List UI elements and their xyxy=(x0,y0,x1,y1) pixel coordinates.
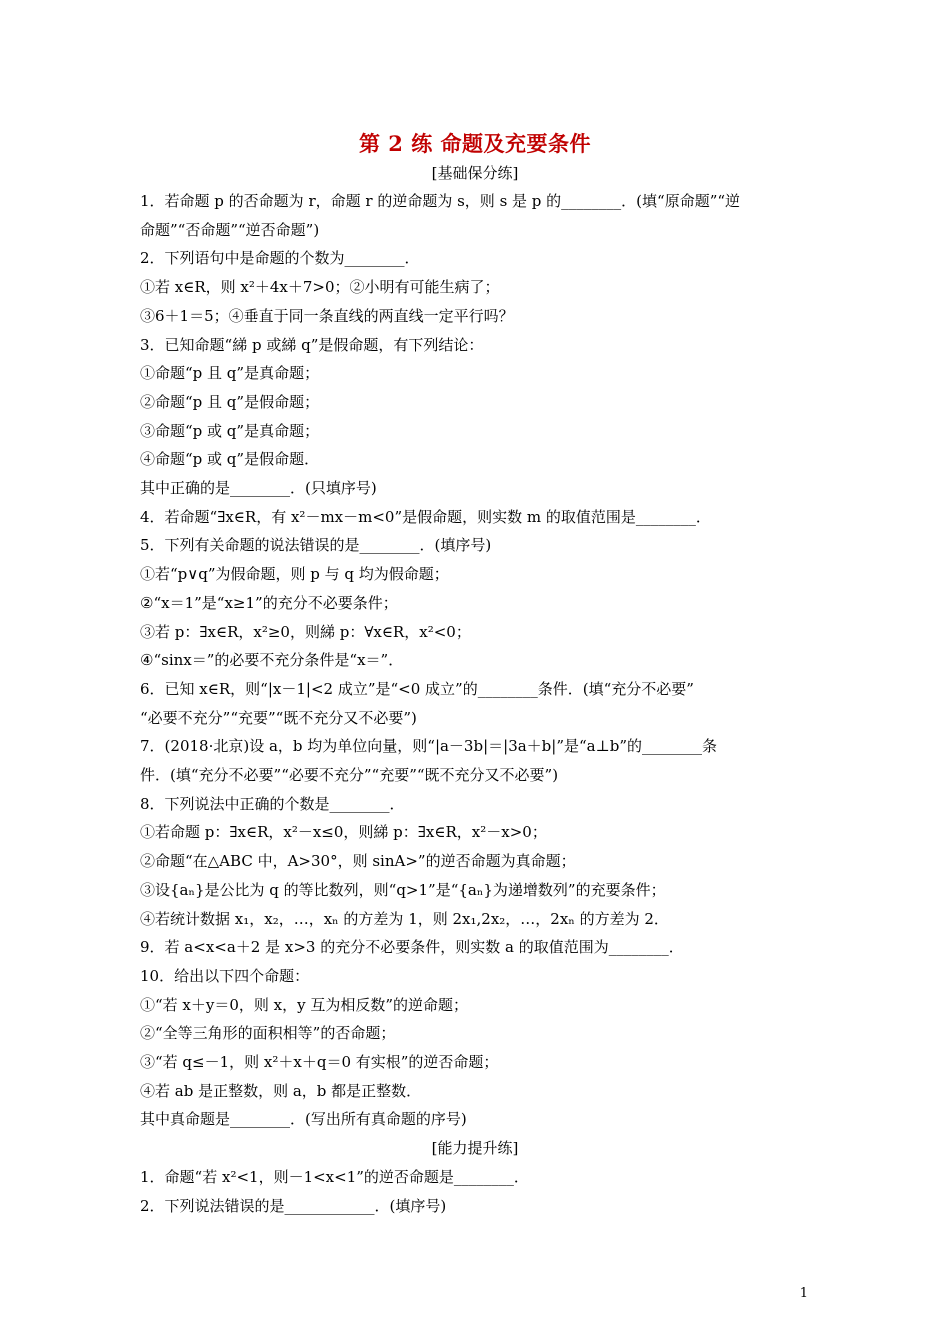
text-line: ④命题“p 或 q”是假命题． xyxy=(140,450,320,469)
text-line: ③若 p：∃x∈R，x²≥0，则綈 p：∀x∈R，x²<0； xyxy=(140,622,471,641)
text-line: ②命题“p 且 q”是假命题； xyxy=(140,392,320,411)
page-title: 第 2 练 命题及充要条件 xyxy=(358,131,592,156)
text-line: 命题”“否命题”“逆否命题”) xyxy=(140,220,320,239)
text-line: 10．给出以下四个命题： xyxy=(140,966,310,985)
text-line: 其中真命题是________．(写出所有真命题的序号) xyxy=(140,1110,467,1129)
text-line: 1．命题“若 x²<1，则－1<x<1”的逆否命题是________． xyxy=(140,1168,529,1186)
text-line: ①命题“p 且 q”是真命题； xyxy=(140,364,320,383)
text-line: ③命题“p 或 q”是真命题； xyxy=(140,421,320,440)
text-line: ④若统计数据 x₁，x₂，…，xₙ 的方差为 1，则 2x₁,2x₂，…，2xₙ 的方差为 2． xyxy=(140,909,669,928)
section-heading-basic: [基础保分练] xyxy=(431,164,519,182)
section-heading-advanced: [能力提升练] xyxy=(431,1139,519,1157)
text-line: ③“若 q≤－1，则 x²＋x＋q＝0 有实根”的逆否命题； xyxy=(140,1053,499,1071)
text-line: ②“全等三角形的面积相等”的否命题； xyxy=(140,1024,396,1043)
text-line: ④“sinx＝”的必要不充分条件是“x＝”． xyxy=(140,651,404,670)
text-line: “必要不充分”“充要”“既不充分又不必要”) xyxy=(140,708,417,727)
text-line: 2．下列语句中是命题的个数为________． xyxy=(140,249,420,268)
text-line: 件．(填“充分不必要”“必要不充分”“充要”“既不充分又不必要”) xyxy=(140,766,559,784)
text-line: 7．(2018·北京)设 a，b 均为单位向量，则“|a－3b|＝|3a＋b|”是“a⊥b”的________条 xyxy=(140,737,717,756)
text-line: ③6＋1＝5；④垂直于同一条直线的两直线一定平行吗？ xyxy=(140,306,514,325)
text-line: 5．下列有关命题的说法错误的是________．(填序号) xyxy=(140,536,492,555)
text-line: ②命题“在△ABC 中，A>30°，则 sinA>”的逆否命题为真命题； xyxy=(140,852,576,871)
text-line: 6．已知 x∈R，则“|x－1|<2 成立”是“<0 成立”的________条件．(填“充分不必要” xyxy=(140,679,694,698)
text-line: 1．若命题 p 的否命题为 r，命题 r 的逆命题为 s，则 s 是 p 的________．(填“原命题”“逆 xyxy=(140,192,741,210)
text-line: 其中正确的是________．(只填序号) xyxy=(140,479,377,497)
text-line: 4．若命题“∃x∈R，有 x²－mx－m<0”是假命题，则实数 m 的取值范围是________． xyxy=(140,507,711,526)
text-line: ②“x＝1”是“x≥1”的充分不必要条件； xyxy=(140,593,398,612)
text-line: ①若 x∈R，则 x²＋4x＋7>0；②小明有可能生病了； xyxy=(140,278,500,297)
text-line: 8．下列说法中正确的个数是________． xyxy=(140,794,405,813)
text-line: ③设{aₙ}是公比为 q 的等比数列，则“q>1”是“{aₙ}为递增数列”的充要条件； xyxy=(140,880,666,899)
text-line: 3．已知命题“綈 p 或綈 q”是假命题，有下列结论： xyxy=(140,335,484,354)
text-line: ①若命题 p：∃x∈R，x²－x≤0，则綈 p：∃x∈R，x²－x>0； xyxy=(140,823,547,842)
text-line: 9．若 a<x<a＋2 是 x>3 的充分不必要条件，则实数 a 的取值范围为________． xyxy=(140,938,684,957)
text-line: 2．下列说法错误的是____________．(填序号) xyxy=(140,1196,447,1215)
text-line: ①“若 x＋y＝0，则 x，y 互为相反数”的逆命题； xyxy=(140,995,469,1014)
text-line: ①若“p∨q”为假命题，则 p 与 q 均为假命题； xyxy=(140,565,449,584)
text-line: ④若 ab 是正整数，则 a，b 都是正整数． xyxy=(140,1081,422,1100)
page-number: 1 xyxy=(799,1286,808,1301)
